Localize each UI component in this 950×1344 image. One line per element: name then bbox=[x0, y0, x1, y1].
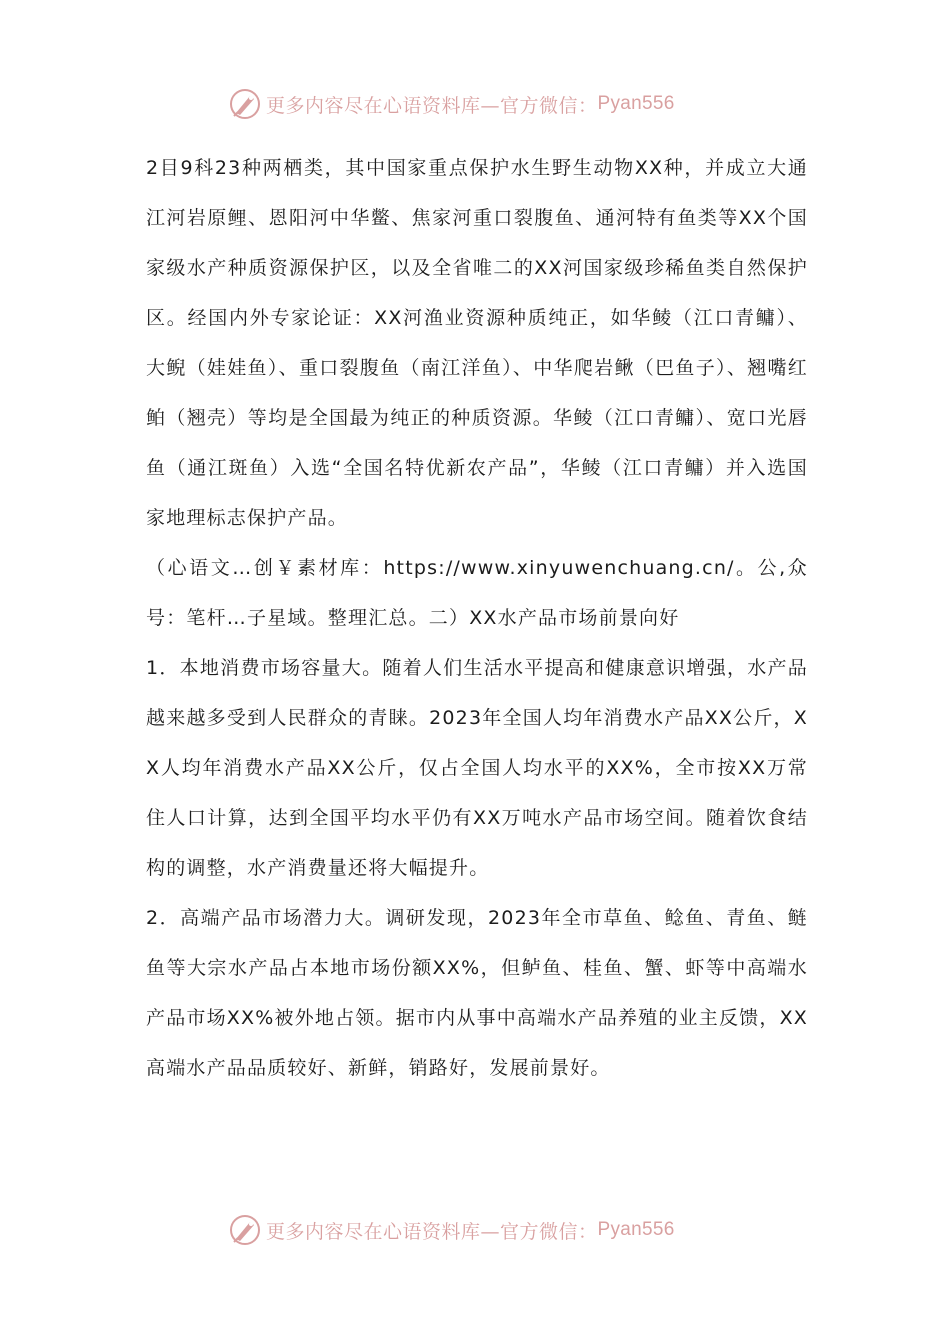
footer-banner-text: 更多内容尽在心语资料库—官方微信： bbox=[266, 1220, 598, 1243]
pen-nib-logo-icon bbox=[228, 1213, 262, 1247]
pen-nib-logo-icon bbox=[228, 87, 262, 121]
paragraph-high-end-market: 2．高端产品市场潜力大。调研发现，2023年全市草鱼、鲶鱼、青鱼、鲢鱼等大宗水产品占本地市场份额XX%，但鲈鱼、桂鱼、蟹、虾等中高端水产品市场XX%被外地占领。据市内从事中高端水产品养殖的业主反馈，XX高端水产品品质较好、新鲜，销路好，发展前景好。 bbox=[146, 907, 808, 1079]
paragraph-local-market: 1．本地消费市场容量大。随着人们生活水平提高和健康意识增强，水产品越来越多受到人民群众的青睐。2023年全国人均年消费水产品XX公斤，XX人均年消费水产品XX公斤，仅占全国人均水平的XX%，全市按XX万常住人口计算，达到全国平均水平仍有XX万吨水产品市场空间。随着饮食结构的调整，水产消费量还将大幅提升。 bbox=[146, 657, 808, 879]
footer-banner-contact: Pyan556 bbox=[597, 1219, 675, 1240]
header-banner-text: 更多内容尽在心语资料库—官方微信： bbox=[266, 94, 598, 117]
paragraph-section-heading: （心语文…创￥素材库：https://www.xinyuwenchuang.cn/。公,众号：笔杆…子星域。整理汇总。二）XX水产品市场前景向好 bbox=[146, 557, 808, 629]
document-body bbox=[146, 143, 808, 1093]
paragraph-aquatic-species: 2目9科23种两栖类，其中国家重点保护水生野生动物XX种，并成立大通江河岩原鲤、恩阳河中华鳖、焦家河重口裂腹鱼、通河特有鱼类等XX个国家级水产种质资源保护区，以及全省唯二的XX河国家级珍稀鱼类自然保护区。经国内外专家论证：XX河渔业资源种质纯正，如华鲮（江口青鳙）、大鲵（娃娃鱼）、重口裂腹鱼（南江洋鱼）、中华爬岩鳅（巴鱼子）、翘嘴红鲌（翘壳）等均是全国最为纯正的种质资源。华鲮（江口青鳙）、宽口光唇鱼（通江斑鱼）入选“全国名特优新农产品”，华鲮（江口青鳙）并入选国家地理标志保护产品。 bbox=[146, 157, 808, 529]
header-banner-contact: Pyan556 bbox=[597, 93, 675, 114]
footer-watermark-banner bbox=[228, 1210, 748, 1250]
header-watermark-banner bbox=[228, 84, 748, 124]
